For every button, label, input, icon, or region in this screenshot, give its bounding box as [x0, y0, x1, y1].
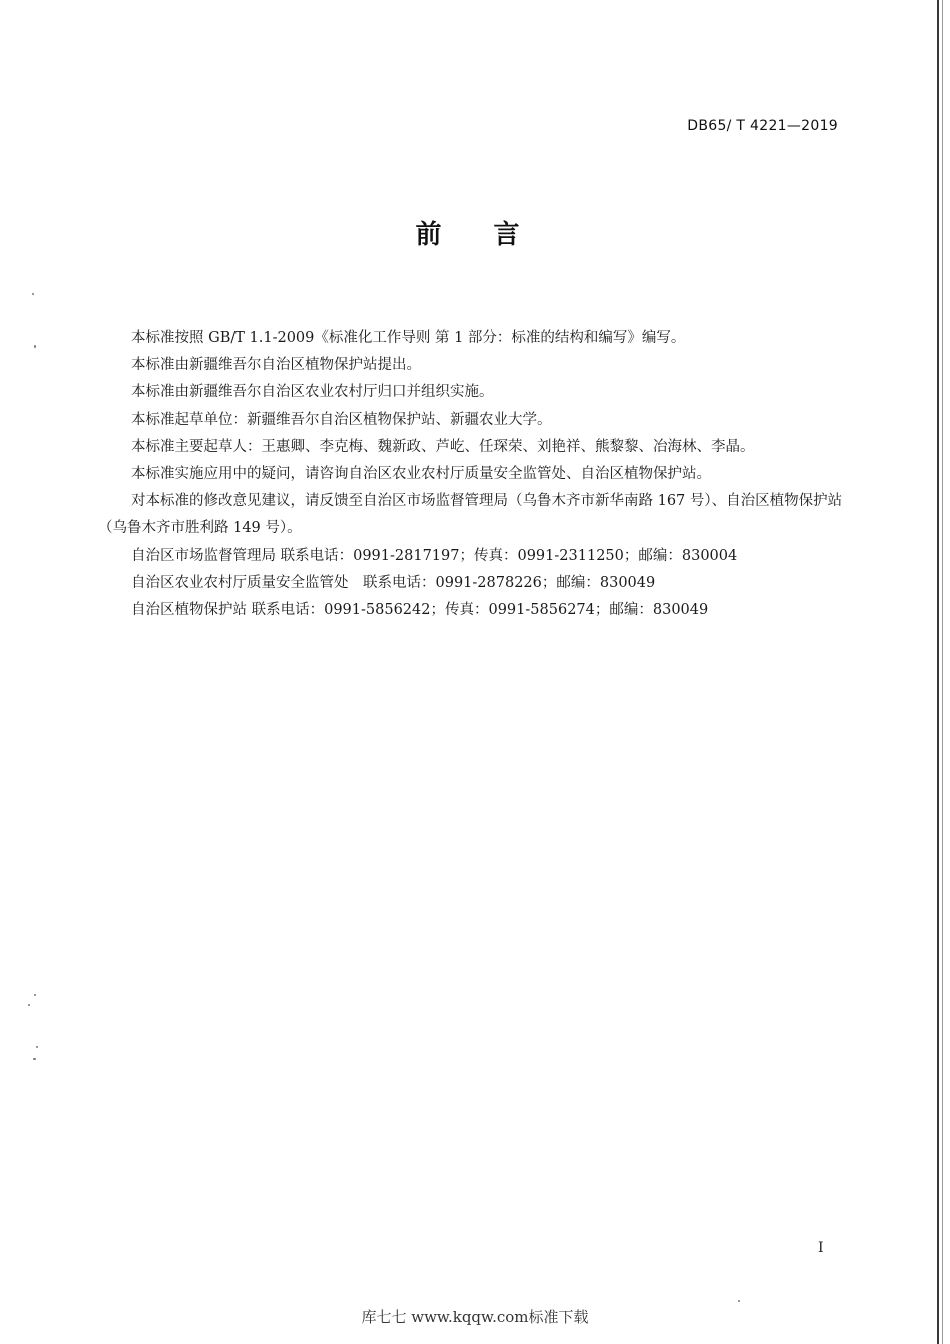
paragraph-administrator: 本标准由新疆维吾尔自治区农业农村厅归口并组织实施。 [131, 384, 494, 401]
foreword-body [98, 325, 843, 624]
paragraph-proposer: 本标准由新疆维吾尔自治区植物保护站提出。 [131, 357, 421, 374]
contact-quality-safety-office: 自治区农业农村厅质量安全监管处 联系电话：0991-2878226；邮编：830049 [131, 574, 656, 591]
document-code: DB65/ T 4221—2019 [687, 118, 838, 134]
paragraph-inquiries: 本标准实施应用中的疑问，请咨询自治区农业农村厅质量安全监管处、自治区植物保护站。 [131, 466, 711, 483]
scan-speck [34, 994, 36, 996]
scan-speck [32, 293, 34, 295]
contact-market-supervision: 自治区市场监督管理局 联系电话：0991-2817197；传真：0991-2311250；邮编：830004 [131, 547, 738, 564]
page-number: I [818, 1240, 824, 1256]
page-edge-line [937, 0, 939, 1344]
paragraph-drafters: 本标准主要起草人：王惠卿、李克梅、魏新政、芦屹、任琛荣、刘艳祥、熊黎黎、冶海林、李晶。 [131, 438, 755, 455]
paragraph-drafting-units: 本标准起草单位：新疆维吾尔自治区植物保护站、新疆农业大学。 [131, 411, 552, 428]
scan-speck [33, 1058, 36, 1060]
paragraph-basis: 本标准按照 GB/T 1.1-2009《标准化工作导则 第 1 部分：标准的结构和编写》编写。 [131, 330, 686, 346]
paragraph-feedback: 对本标准的修改意见建议，请反馈至自治区市场监督管理局（乌鲁木齐市新华南路 167 号）、自治区植物保护站（乌鲁木齐市胜利路 149 号）。 [98, 493, 843, 537]
scan-speck [28, 1004, 30, 1006]
page-edge-shadow [942, 0, 943, 1344]
page-title: 前言 [415, 220, 572, 250]
scan-speck [738, 1300, 740, 1302]
footer-watermark: 库七七 www.kqqw.com标准下载 [361, 1308, 589, 1326]
scan-speck [34, 345, 36, 348]
scan-speck [36, 1046, 38, 1048]
contact-plant-protection-station: 自治区植物保护站 联系电话：0991-5856242；传真：0991-5856274；邮编：830049 [131, 602, 709, 619]
